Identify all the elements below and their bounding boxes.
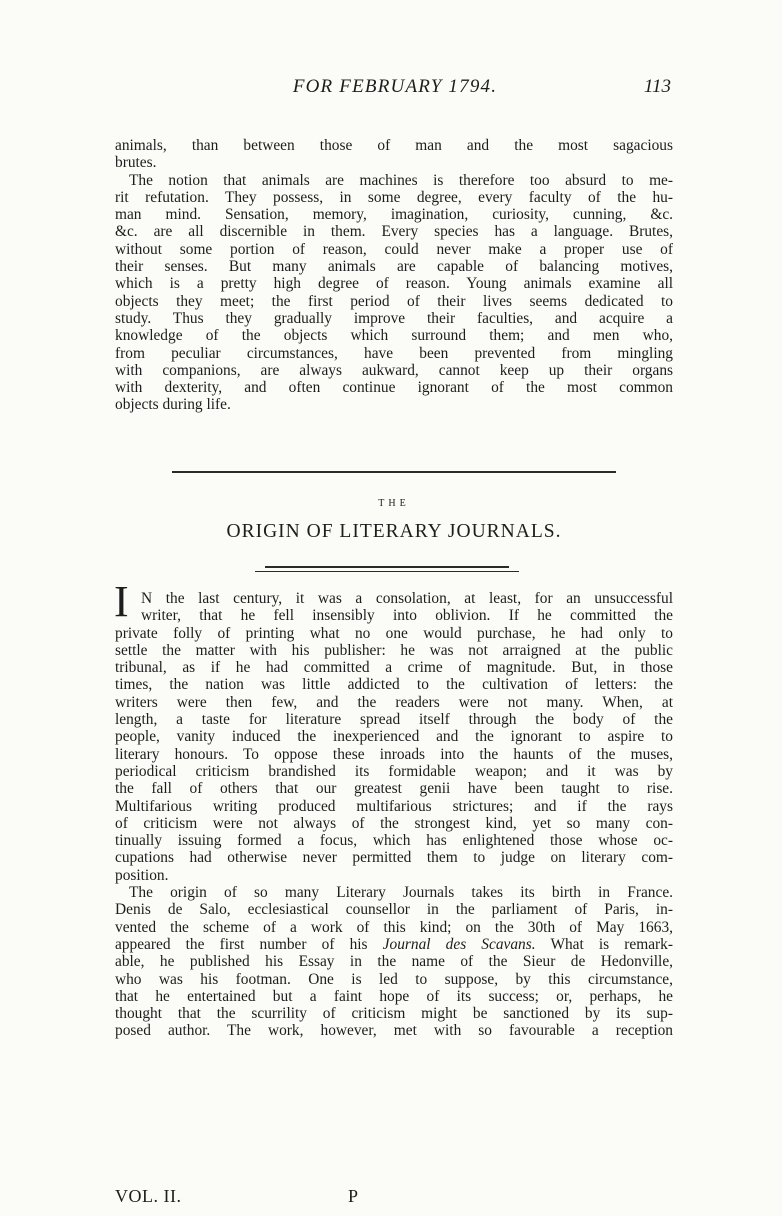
text-line: objects during life. (115, 396, 231, 414)
text-line: able, he published his Essay in the name of the Sieur de Hedonville, (115, 953, 673, 971)
text-line: vented the scheme of a work of this kind; on the 30th of May 1663, (115, 918, 673, 936)
text-line: study. Thus they gradually improve their faculties, and acquire a (115, 309, 673, 327)
text-line: who was his footman. One is led to suppose, by this circumstance, (115, 970, 673, 988)
journal-name: Journal des Scavans. (382, 935, 536, 953)
text-line: thought that the scurrility of criticism might be sanctioned by its sup- (115, 1005, 673, 1023)
text-line: knowledge of the objects which surround them; and men who, (115, 327, 673, 345)
text-line: cupations had otherwise never permitted them to judge on literary com- (115, 849, 673, 867)
running-title: FOR FEBRUARY 1794. (292, 76, 498, 97)
drop-cap: I (114, 584, 129, 620)
text-line: Multifarious writing produced multifarious strictures; and if the rays (115, 797, 673, 815)
text-line: private folly of printing what no one would purchase, he had only to (115, 624, 673, 642)
text-line: length, a taste for literature spread itself through the body of the (115, 711, 673, 729)
text-line (115, 936, 673, 953)
text-line: The notion that animals are machines is therefore too absurd to me- (129, 171, 673, 189)
article-kicker: THE (378, 498, 410, 509)
text-line: posed author. The work, however, met with so favourable a reception (115, 1022, 673, 1040)
text-line: without some portion of reason, could never make a proper use of (115, 240, 673, 258)
page-number: 113 (643, 76, 671, 97)
text-line: animals, than between those of man and the most sagacious (115, 137, 673, 154)
text-line: tinually issuing formed a focus, which has enlightened those whose oc- (115, 832, 673, 850)
text-segment: appeared the first number of his (115, 935, 383, 953)
text-line: objects they meet; the first period of their lives seems dedicated to (115, 292, 673, 310)
text-line: their senses. But many animals are capable of balancing motives, (115, 258, 673, 276)
text-line: writers were then few, and the readers were not many. When, at (115, 693, 673, 711)
text-segment: What is remark- (535, 935, 673, 953)
title-rule-bottom (255, 571, 519, 572)
text-line: with companions, are always aukward, cannot keep up their organs (115, 361, 673, 379)
text-line: of criticism were not always of the strongest kind, yet so many con- (115, 814, 673, 832)
text-line: the fall of others that our greatest genii have been taught to rise. (115, 780, 673, 798)
volume-label: VOL. II. (115, 1186, 182, 1206)
text-line: from peculiar circumstances, have been prevented from mingling (115, 344, 673, 362)
text-line: Denis de Salo, ecclesiastical counsellor in the parliament of Paris, in- (115, 901, 673, 919)
text-line: man mind. Sensation, memory, imagination, curiosity, cunning, &c. (115, 206, 673, 224)
text-line: settle the matter with his publisher: he was not arraigned at the public (115, 641, 673, 659)
page-header (115, 76, 675, 106)
article-body (115, 590, 673, 1040)
section-divider-rule (172, 471, 616, 473)
article-title: ORIGIN OF LITERARY JOURNALS. (226, 521, 562, 542)
text-line: which is a pretty high degree of reason. Young animals examine all (115, 275, 673, 293)
text-line: literary honours. To oppose these inroads into the haunts of the muses, (115, 745, 673, 763)
text-line: position. (115, 866, 169, 884)
page-footer (115, 1186, 673, 1210)
text-line: The origin of so many Literary Journals takes its birth in France. (129, 884, 673, 902)
text-line: times, the nation was little addicted to the cultivation of letters: the (115, 676, 673, 694)
title-rule-top (265, 566, 509, 568)
text-line: rit refutation. They possess, in some degree, every faculty of the hu- (115, 188, 673, 206)
previous-article-text (115, 137, 673, 414)
signature-mark: P (348, 1186, 359, 1206)
text-line: &c. are all discernible in them. Every species has a language. Brutes, (115, 223, 673, 241)
text-line: that he entertained but a faint hope of its success; or, perhaps, he (115, 987, 673, 1005)
text-line: N the last century, it was a consolation, at least, for an unsuccessful (141, 590, 673, 607)
text-line: brutes. (115, 154, 157, 172)
text-line: people, vanity induced the inexperienced and the ignorant to aspire to (115, 728, 673, 746)
text-line: with dexterity, and often continue ignorant of the most common (115, 379, 673, 397)
text-line: periodical criticism brandished its formidable weapon; and it was by (115, 762, 673, 780)
text-line: tribunal, as if he had committed a crime of magnitude. But, in those (115, 659, 673, 677)
text-line: writer, that he fell insensibly into oblivion. If he committed the (141, 607, 673, 625)
